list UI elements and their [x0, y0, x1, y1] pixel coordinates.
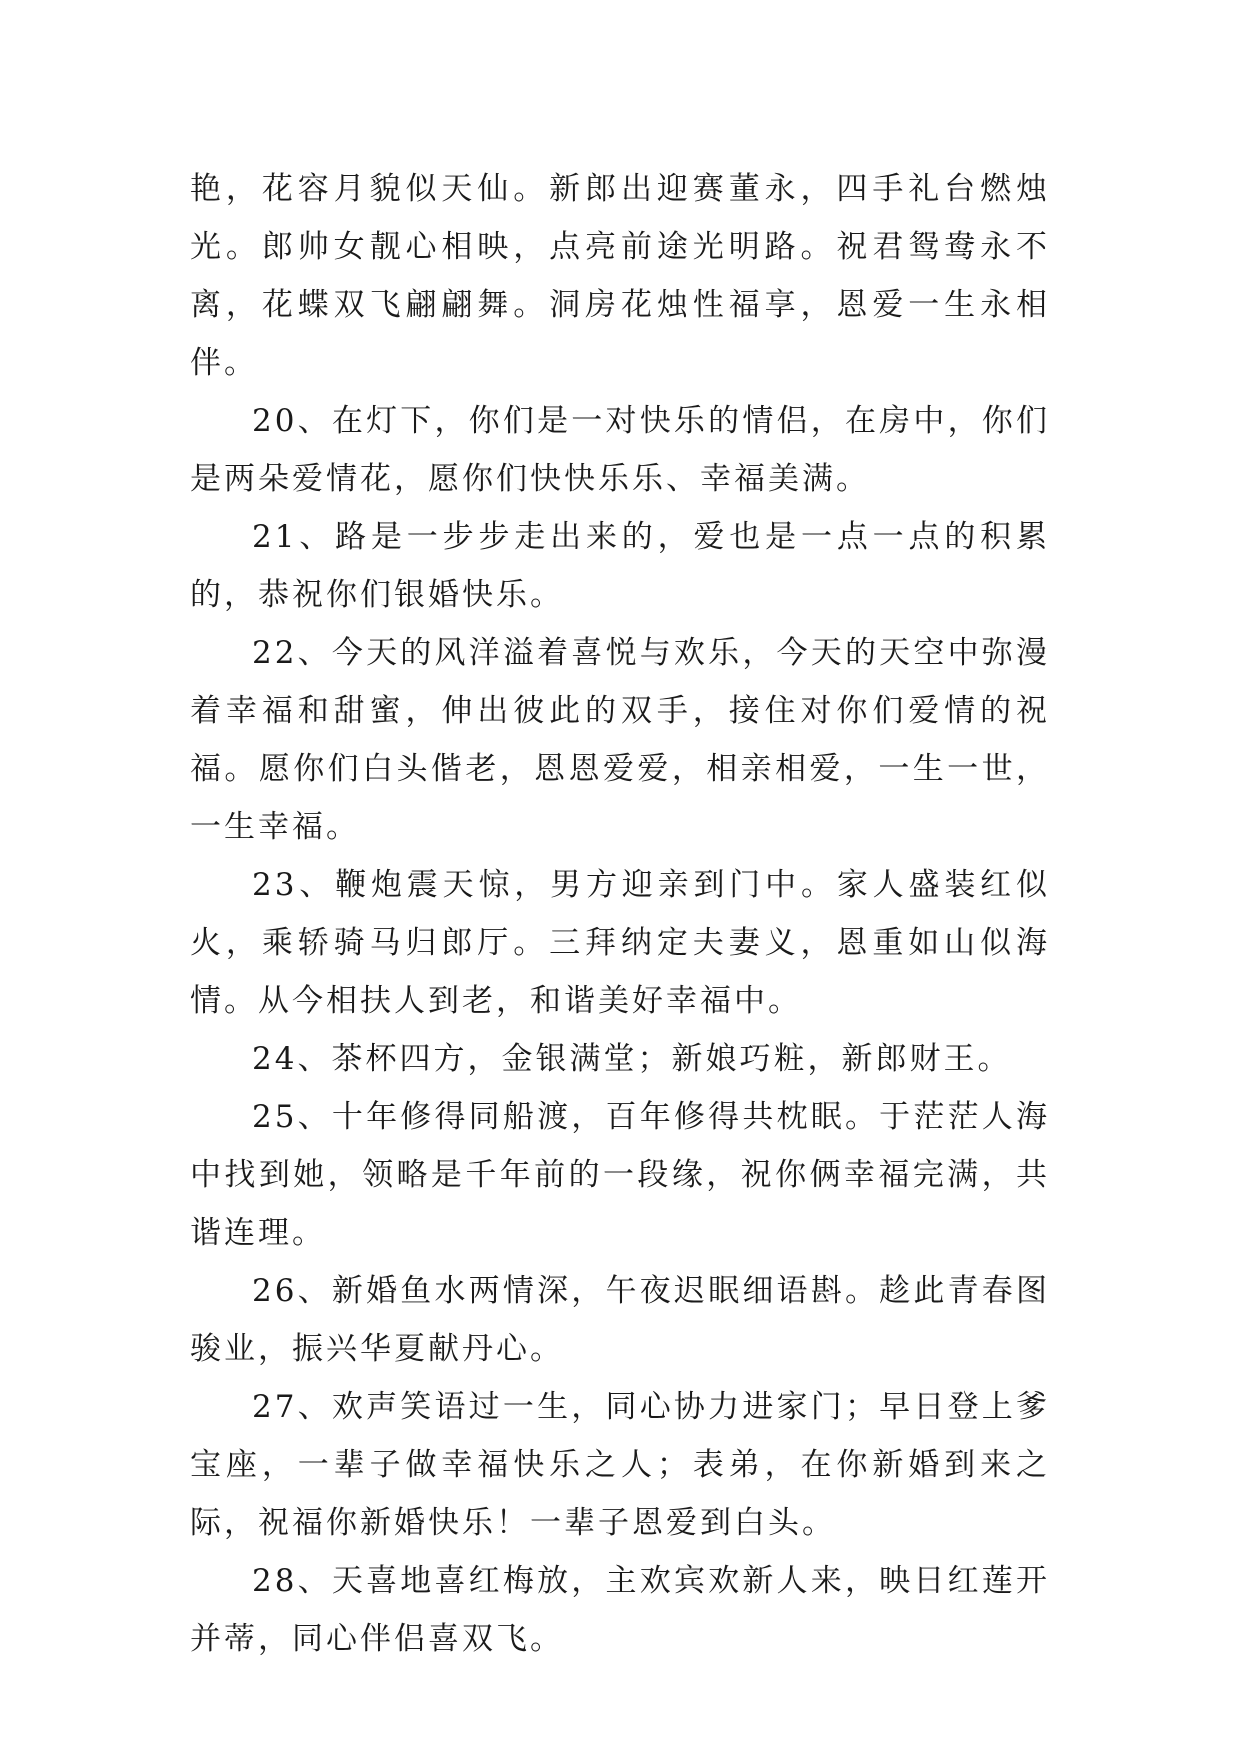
paragraph-26: 26、新婚鱼水两情深，午夜迟眠细语斟。趁此青春图骏业，振兴华夏献丹心。: [190, 1273, 1050, 1367]
paragraph-20: 20、在灯下，你们是一对快乐的情侣，在房中，你们是两朵爱情花，愿你们快快乐乐、幸福美满。: [190, 403, 1050, 497]
paragraph-25: 25、十年修得同船渡，百年修得共枕眠。于茫茫人海中找到她，领略是千年前的一段缘，祝你俩幸福完满，共谐连理。: [190, 1099, 1050, 1251]
document-body: [190, 160, 1050, 1668]
paragraph-28: 28、天喜地喜红梅放，主欢宾欢新人来，映日红莲开并蒂，同心伴侣喜双飞。: [190, 1563, 1050, 1657]
paragraph-27: 27、欢声笑语过一生，同心协力进家门；早日登上爹宝座，一辈子做幸福快乐之人；表弟，在你新婚到来之际，祝福你新婚快乐！一辈子恩爱到白头。: [190, 1389, 1050, 1541]
paragraph-continuation: 艳，花容月貌似天仙。新郎出迎赛董永，四手礼台燃烛光。郎帅女靓心相映，点亮前途光明路。祝君鸳鸯永不离，花蝶双飞翩翩舞。洞房花烛性福享，恩爱一生永相伴。: [190, 171, 1050, 381]
paragraph-24: 24、茶杯四方，金银满堂；新娘巧粧，新郎财王。: [252, 1041, 1012, 1077]
paragraph-23: 23、鞭炮震天惊，男方迎亲到门中。家人盛装红似火，乘轿骑马归郎厅。三拜纳定夫妻义，恩重如山似海情。从今相扶人到老，和谐美好幸福中。: [190, 867, 1050, 1019]
paragraph-21: 21、路是一步步走出来的，爱也是一点一点的积累的，恭祝你们银婚快乐。: [190, 519, 1050, 613]
paragraph-22: 22、今天的风洋溢着喜悦与欢乐，今天的天空中弥漫着幸福和甜蜜，伸出彼此的双手，接住对你们爱情的祝福。愿你们白头偕老，恩恩爱爱，相亲相爱，一生一世，一生幸福。: [190, 635, 1050, 845]
